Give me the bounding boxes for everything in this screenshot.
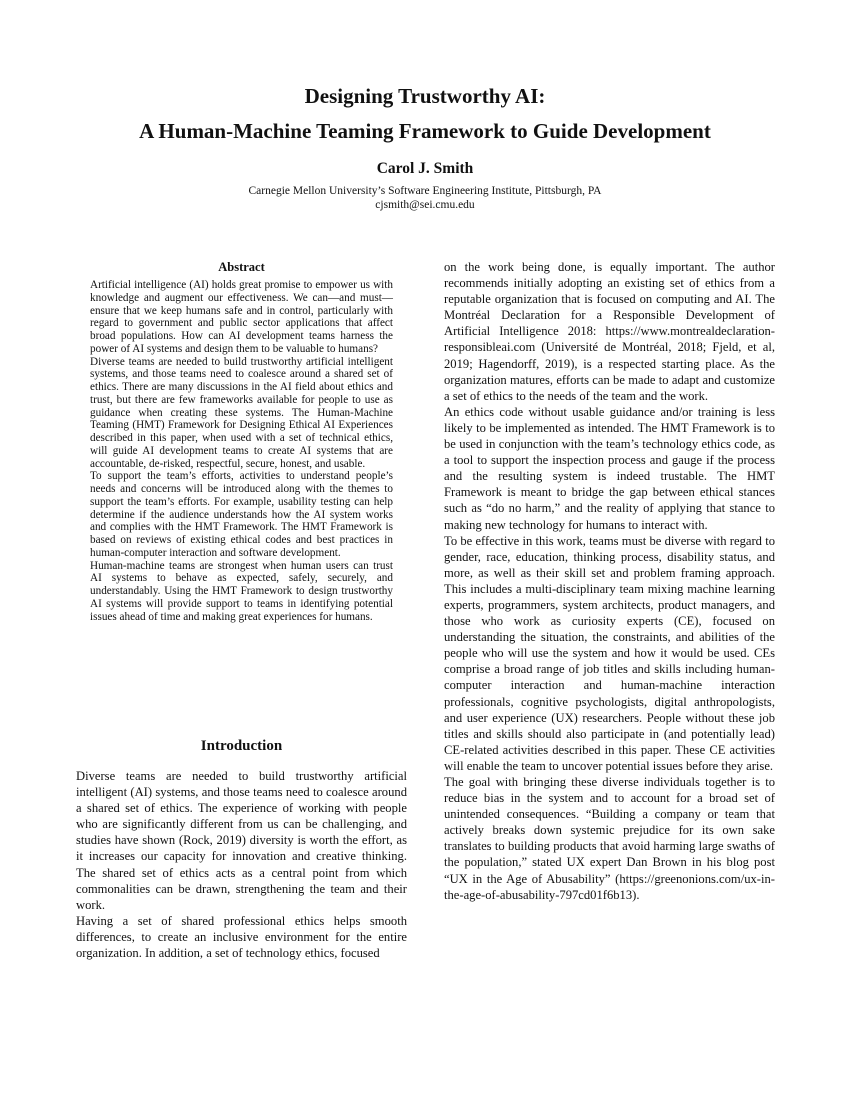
abstract-paragraph: Artificial intelligence (AI) holds great promise to empower us with knowledge and augment our effectiveness. We can—and must—ensure that we keep humans safe and in control, particularly with regard to government and public sector applications that affect broad populations. How can AI development teams harness the power of AI systems and design them to be valuable to humans? [90, 279, 393, 355]
introduction-section [76, 736, 407, 961]
paper-title-line1: Designing Trustworthy AI: [304, 84, 546, 108]
abstract-heading: Abstract [218, 260, 265, 274]
paper-title-line2: A Human-Machine Teaming Framework to Guide Development [139, 119, 711, 143]
body-paragraph: on the work being done, is equally important. The author recommends initially adopting an existing set of ethics from a reputable organization that is focused on computing and AI. The Montréal Declaration for a Responsible Development of Artificial Intelligence 2018: https://www.montrealdeclaration-responsibleai.com (Université de Montréal, 2018; Fjeld, et al, 2019; Hagendorff, 2019), is a respected starting place. As the organization matures, efforts can be made to adapt and customize a set of ethics to the needs of the team and the work. [444, 260, 775, 403]
body-paragraph: To be effective in this work, teams must be diverse with regard to gender, race, education, thinking process, disability status, and more, as well as their skill set and problem framing approach. This includes a multi-disciplinary team mixing machine learning experts, programmers, system architects, product managers, and those who work as curiosity experts (CE), focused on understanding the situation, the constraints, and abilities of the people who will use the system and how it would be used. CEs comprise a broad range of job titles and skills including human-computer interaction and human-machine interaction professionals, cognitive psychologists, digital anthropologists, and user experience (UX) researchers. People without these job titles and skills should also participate in (and potentially lead) CE-related activities described in this paper. These CE activities will enable the team to uncover potential issues before they arise. [444, 533, 775, 773]
author-name: Carol J. Smith [376, 160, 474, 177]
abstract-paragraph: Human-machine teams are strongest when human users can trust AI systems to behave as expected, safely, securely, and understandably. Using the HMT Framework to design trustworthy AI systems will provide support to teams in identifying potential issues ahead of time and making great experiences for humans. [90, 559, 393, 623]
author-affiliation: Carnegie Mellon University’s Software Engineering Institute, Pittsburgh, PA [248, 185, 602, 197]
introduction-heading: Introduction [200, 738, 283, 754]
abstract-paragraph: To support the team’s efforts, activities to understand people’s needs and concerns will be introduced along with the themes to support the team’s efforts. For example, usability testing can help determine if the audience understands how the AI system works and complies with the HMT Framework. The HMT Framework is based on reviews of existing ethical codes and best practices in human-computer interaction and software development. [90, 470, 393, 559]
author-affiliation-block [0, 184, 850, 212]
body-paragraph: An ethics code without usable guidance and/or training is less likely to be implemented as intended. The HMT Framework is to be used in conjunction with the team’s technology ethics code, as a tool to support the inspection process and gauge if the process and the resulting system is indeed trustable. The HMT Framework is meant to bridge the gap between ethical stances such as “do no harm,” and the reality of applying that stance to making new technology for humans to interact with. [444, 404, 775, 532]
abstract-section [90, 259, 393, 623]
right-column [444, 259, 775, 903]
body-paragraph: The goal with bringing these diverse individuals together is to reduce bias in the system and to account for a broad set of unintended consequences. “Building a company or team that actively breaks down systemic prejudice for its own sake translates to building products that avoid harming large swaths of the population,” stated UX expert Dan Brown in his blog post “UX in the Age of Abusability” (https://greenonions.com/ux-in-the-age-of-abusability-797cd01f6b13). [444, 775, 775, 902]
introduction-paragraph: Diverse teams are needed to build trustworthy artificial intelligent (AI) systems, and those teams need to coalesce around a shared set of ethics. The experience of working with people who are significantly different from us can be challenging, and studies have shown (Rock, 2019) diversity is worth the effort, as it increases our capacity for innovation and creative thinking. The shared set of ethics acts as a central point from which commonalities can be drawn, strengthening the team and their work. [76, 769, 407, 912]
abstract-paragraph: Diverse teams are needed to build trustworthy artificial intelligent systems, and those teams need to coalesce around a shared set of ethics. There are many discussions in the AI field about ethics and trust, but there are few frameworks available for people to use as guidance when creating these systems. The Human-Machine Teaming (HMT) Framework for Designing Ethical AI Experiences described in this paper, when used with a set of technical ethics, will guide AI development teams to create AI systems that are accountable, de-risked, respectful, secure, honest, and usable. [90, 355, 393, 470]
introduction-paragraph: Having a set of shared professional ethics helps smooth differences, to create an inclusive environment for the entire organization. In addition, a set of technology ethics, focused [76, 913, 407, 961]
author-email: cjsmith@sei.cmu.edu [375, 199, 475, 211]
